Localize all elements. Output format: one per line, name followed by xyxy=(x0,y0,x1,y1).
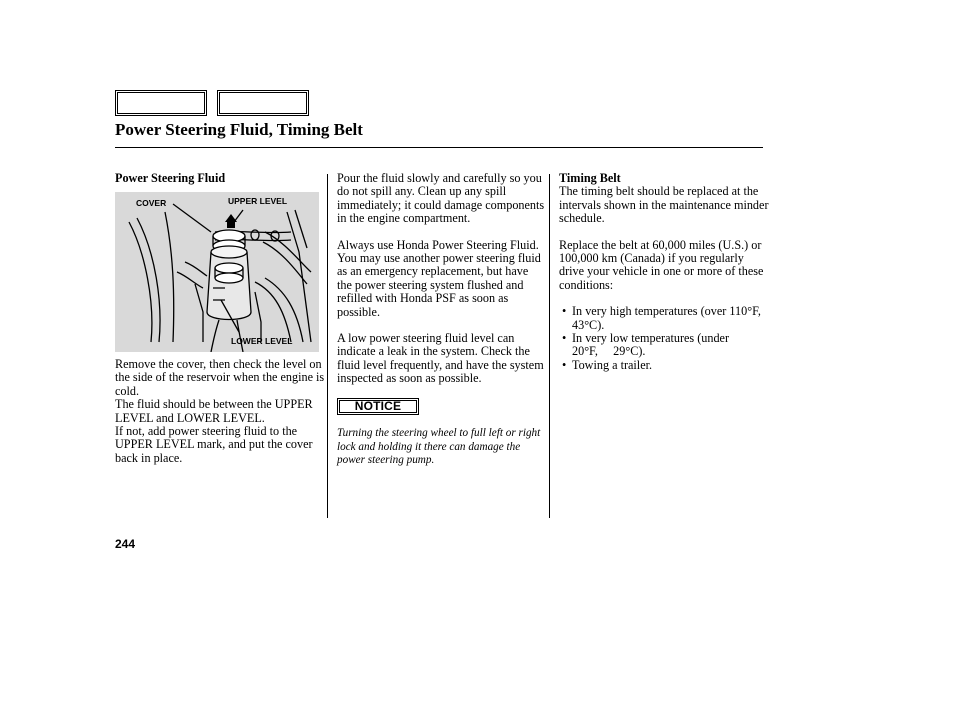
figure-label-lower-level: LOWER LEVEL xyxy=(231,336,293,346)
list-item: • In very low temperatures (under 20°F, 29°C). xyxy=(562,331,745,359)
notice-label: NOTICE xyxy=(337,398,419,415)
right-column xyxy=(559,172,769,372)
nav-tab-left[interactable] xyxy=(115,90,207,116)
conditions-list xyxy=(559,305,769,372)
paragraph: If not, add power steering fluid to the UPPER LEVEL mark, and put the cover back in place. xyxy=(115,424,313,465)
section-heading-power-steering: Power Steering Fluid xyxy=(115,171,226,185)
paragraph: Replace the belt at 60,000 miles (U.S.) or 100,000 km (Canada) if you regularly drive your vehicle in one or more of these conditions: xyxy=(559,237,764,292)
nav-tab-right[interactable] xyxy=(217,90,309,116)
list-item: • In very high temperatures (over 110°F, 43°C). xyxy=(562,304,761,332)
page-title: Power Steering Fluid, Timing Belt xyxy=(115,120,363,139)
paragraph: The fluid should be between the UPPER LEVEL and LOWER LEVEL. xyxy=(115,397,313,425)
left-column-text xyxy=(115,358,325,465)
column-divider-2 xyxy=(549,174,550,518)
paragraph: A low power steering fluid level can indicate a leak in the system. Check the fluid level frequently, and have the system inspected as soon as possible. xyxy=(337,331,544,386)
figure-label-cover: COVER xyxy=(136,198,167,208)
bullet-icon: • xyxy=(562,357,567,372)
middle-column xyxy=(337,172,545,467)
left-column xyxy=(115,171,325,465)
title-divider xyxy=(115,147,763,148)
section-heading-timing-belt: Timing Belt xyxy=(559,171,621,185)
column-divider-1 xyxy=(327,174,328,518)
reservoir-drawing xyxy=(115,192,319,352)
page-number: 244 xyxy=(115,537,136,551)
paragraph: The timing belt should be replaced at the intervals shown in the maintenance minder schedule. xyxy=(559,184,769,226)
paragraph: Always use Honda Power Steering Fluid. You may use another power steering fluid as an emergency replacement, but have the power steering system flushed and refilled with Honda PSF as soon as possible. xyxy=(337,237,541,319)
paragraph: Pour the fluid slowly and carefully so you do not spill any. Clean up any spill immediately; it could damage components in the engine compartment. xyxy=(337,171,545,226)
notice-text: Turning the steering wheel to full left or right lock and holding it there can damage the power steering pump. xyxy=(337,427,541,466)
bullet-icon: • xyxy=(562,331,567,346)
figure-label-upper-level: UPPER LEVEL xyxy=(228,196,288,206)
list-item: • Towing a trailer. xyxy=(562,357,653,372)
reservoir-illustration xyxy=(115,192,319,352)
paragraph: Remove the cover, then check the level on the side of the reservoir when the engine is cold. xyxy=(115,357,325,398)
bullet-icon: • xyxy=(562,304,567,319)
